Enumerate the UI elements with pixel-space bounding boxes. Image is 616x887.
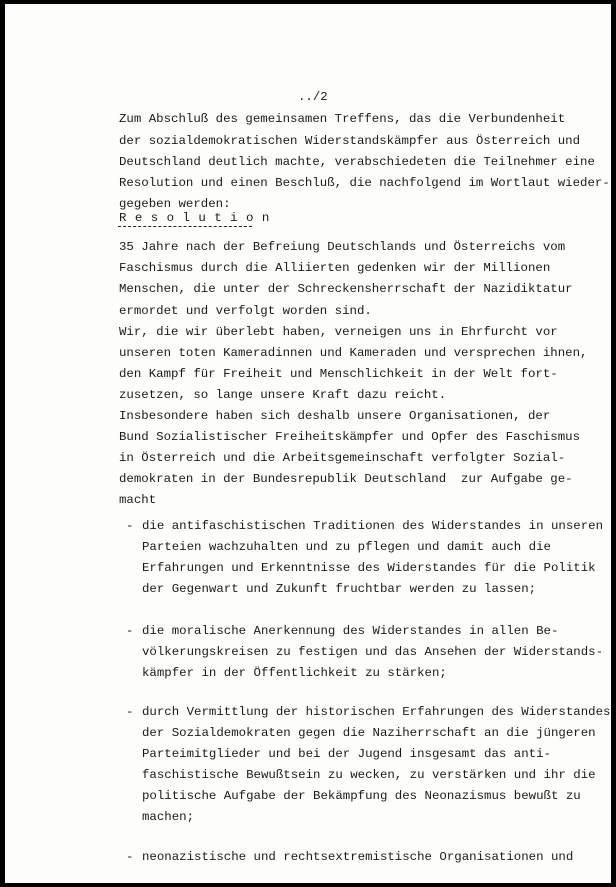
item-line: der Sozialdemokraten gegen die Naziherrschaft an die jüngeren <box>142 726 596 740</box>
intro-line: Resolution und einen Beschluß, die nachfolgend im Wortlaut wieder- <box>119 176 610 190</box>
list-dash: - <box>126 705 134 719</box>
resolution-heading: R e s o l u t i o n <box>119 211 270 225</box>
list-dash: - <box>126 624 134 638</box>
item-line: kämpfer in der Öffentlichkeit zu stärken; <box>142 666 447 680</box>
body-line: Bund Sozialistischer Freiheitskämpfer und Opfer des Faschismus <box>119 430 581 444</box>
item-line: der Gegenwart und Zukunft fruchtbar werden zu lassen; <box>142 582 537 596</box>
list-dash: - <box>126 519 134 533</box>
body-line: demokraten in der Bundesrepublik Deutschland zur Aufgabe ge- <box>119 472 573 486</box>
heading-underline <box>118 226 252 227</box>
body-line: ermordet und verfolgt worden sind. <box>119 304 372 318</box>
body-line: macht <box>119 493 157 507</box>
item-line: politische Aufgabe der Bekämpfung des Neonazismus bewußt zu <box>142 789 581 803</box>
page-marker-top: ../2 <box>298 90 328 104</box>
item-line: durch Vermittlung der historischen Erfahrungen des Widerstandes <box>142 705 611 719</box>
item-line: machen; <box>142 810 195 824</box>
list-dash: - <box>126 850 134 864</box>
body-line: zusetzen, so lange unsere Kraft dazu reicht. <box>119 388 447 402</box>
body-line: Insbesondere haben sich deshalb unsere Organisationen, der <box>119 409 551 423</box>
intro-line: der sozialdemokratischen Widerstandskämpfer aus Österreich und <box>119 134 581 148</box>
item-line: neonazistische und rechtsextremistische Organisationen und <box>142 850 574 864</box>
intro-line: gegeben werden: <box>119 197 231 211</box>
item-line: die antifaschistischen Traditionen des Widerstandes in unseren <box>142 519 604 533</box>
item-line: völkerungskreisen zu festigen und das Ansehen der Widerstands- <box>142 645 604 659</box>
body-line: Faschismus durch die Alliierten gedenken wir der Millionen <box>119 261 551 275</box>
item-line: Parteimitglieder und bei der Jugend insgesamt das anti- <box>142 747 551 761</box>
body-line: 35 Jahre nach der Befreiung Deutschlands und Österreichs vom <box>119 240 566 254</box>
body-line: in Österreich und die Arbeitsgemeinschaft verfolgter Sozial- <box>119 451 566 465</box>
body-line: Menschen, die unter der Schreckensherrschaft der Nazidiktatur <box>119 282 573 296</box>
body-line: den Kampf für Freiheit und Menschlichkeit in der Welt fort- <box>119 367 558 381</box>
intro-line: Deutschland deutlich machte, verabschiedeten die Teilnehmer eine <box>119 155 595 169</box>
item-line: die moralische Anerkennung des Widerstandes in allen Be- <box>142 624 559 638</box>
document-page <box>5 4 611 883</box>
intro-line: Zum Abschluß des gemeinsamen Treffens, das die Verbundenheit <box>119 112 566 126</box>
body-line: Wir, die wir überlebt haben, verneigen uns in Ehrfurcht vor <box>119 325 558 339</box>
item-line: faschistische Bewußtsein zu wecken, zu verstärken und ihr die <box>142 768 596 782</box>
body-line: unseren toten Kameradinnen und Kameraden und versprechen ihnen, <box>119 346 588 360</box>
item-line: Erfahrungen und Erkenntnisse des Widerstandes für die Politik <box>142 561 596 575</box>
item-line: Parteien wachzuhalten und zu pflegen und damit auch die <box>142 540 551 554</box>
